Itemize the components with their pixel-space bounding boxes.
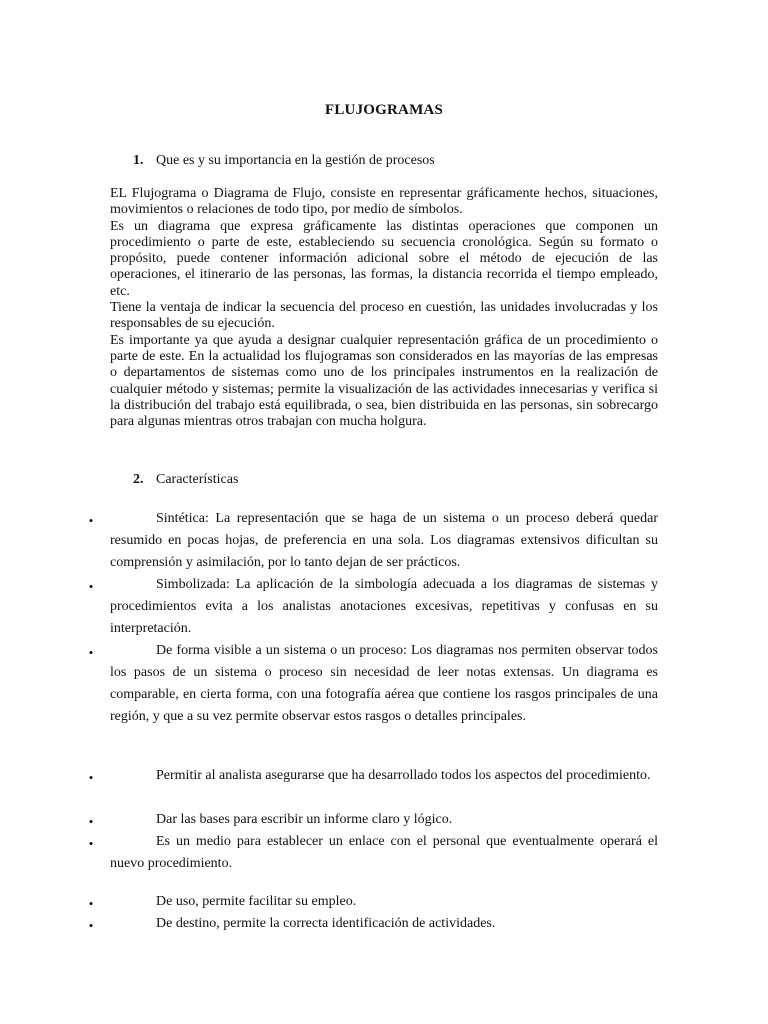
bullet-item: De uso, permite facilitar su empleo.: [156, 894, 357, 909]
document-title: FLUJOGRAMAS: [324, 102, 444, 118]
bullet-marker: •: [88, 513, 94, 528]
bullet-marker: •: [88, 918, 94, 933]
section-1-number: 1.: [133, 153, 144, 168]
paragraph: Tiene la ventaja de indicar la secuencia del proceso en cuestión, las unidades involucradas y los responsables de su ejecución.: [110, 300, 658, 332]
bullet-item: Simbolizada: La aplicación de la simbología adecuada a los diagramas de sistemas y procedimientos evita a los analistas anotaciones excesivas, repetitivas y confusas en su interpretación.: [110, 577, 658, 636]
bullet-item: De destino, permite la correcta identificación de actividades.: [156, 916, 496, 931]
paragraph: EL Flujograma o Diagrama de Flujo, consiste en representar gráficamente hechos, situaciones, movimientos o relaciones de todo tipo, por medio de símbolos.: [110, 186, 658, 218]
bullet-item: Dar las bases para escribir un informe claro y lógico.: [156, 812, 453, 827]
bullet-marker: •: [88, 645, 94, 660]
section-2-number: 2.: [133, 472, 144, 487]
section-1-heading: [133, 153, 435, 169]
bullet-item: Es un medio para establecer un enlace con el personal que eventualmente operará el nuevo procedimiento.: [110, 834, 658, 871]
bullet-marker: •: [88, 836, 94, 851]
section-2-heading-text: Características: [156, 472, 239, 487]
bullet-marker: •: [88, 814, 94, 829]
bullet-item: Sintética: La representación que se haga de un sistema o un proceso deberá quedar resumido en pocas hojas, de preferencia en una sola. Los diagramas extensivos dificultan su comprensión y asimilación, por lo tanto dejan de ser prácticos.: [110, 511, 658, 570]
bullet-item: De forma visible a un sistema o un proceso: Los diagramas nos permiten observar todos los pasos de un sistema o proceso sin necesidad de leer notas extensas. Un diagrama es comparable, en cierta forma, con una fotografía aérea que contiene los rasgos principales de una región, y que a su vez permite observar estos rasgos o detalles principales.: [110, 643, 658, 724]
section-1-body: [110, 186, 658, 430]
bullet-marker: •: [88, 896, 94, 911]
paragraph: Es un diagrama que expresa gráficamente las distintas operaciones que componen un procedimiento o parte de este, estableciendo su secuencia cronológica. Según su formato o propósito, puede contener información adicional sobre el método de ejecución de las operaciones, el itinerario de las personas, las formas, la distancia recorrida el tiempo empleado, etc.: [110, 218, 658, 299]
section-1-heading-text: Que es y su importancia en la gestión de procesos: [156, 153, 435, 168]
bullet-marker: •: [88, 579, 94, 594]
bullet-marker: •: [88, 770, 94, 785]
paragraph: Es importante ya que ayuda a designar cualquier representación gráfica de un procedimiento o parte de este. En la actualidad los flujogramas son considerados en las mayorías de las empresas o departamentos de sistemas como uno de los principales instrumentos en la realización de cualquier método y sistemas; permite la visualización de las actividades innecesarias y verifica si la distribución del trabajo está equilibrada, o sea, bien distribuida en las personas, sin sobrecargo para algunas mientras otros trabajan con mucha holgura.: [110, 332, 658, 430]
bullet-item: Permitir al analista asegurarse que ha desarrollado todos los aspectos del procedimiento.: [156, 768, 651, 783]
section-2-heading: [133, 472, 238, 488]
